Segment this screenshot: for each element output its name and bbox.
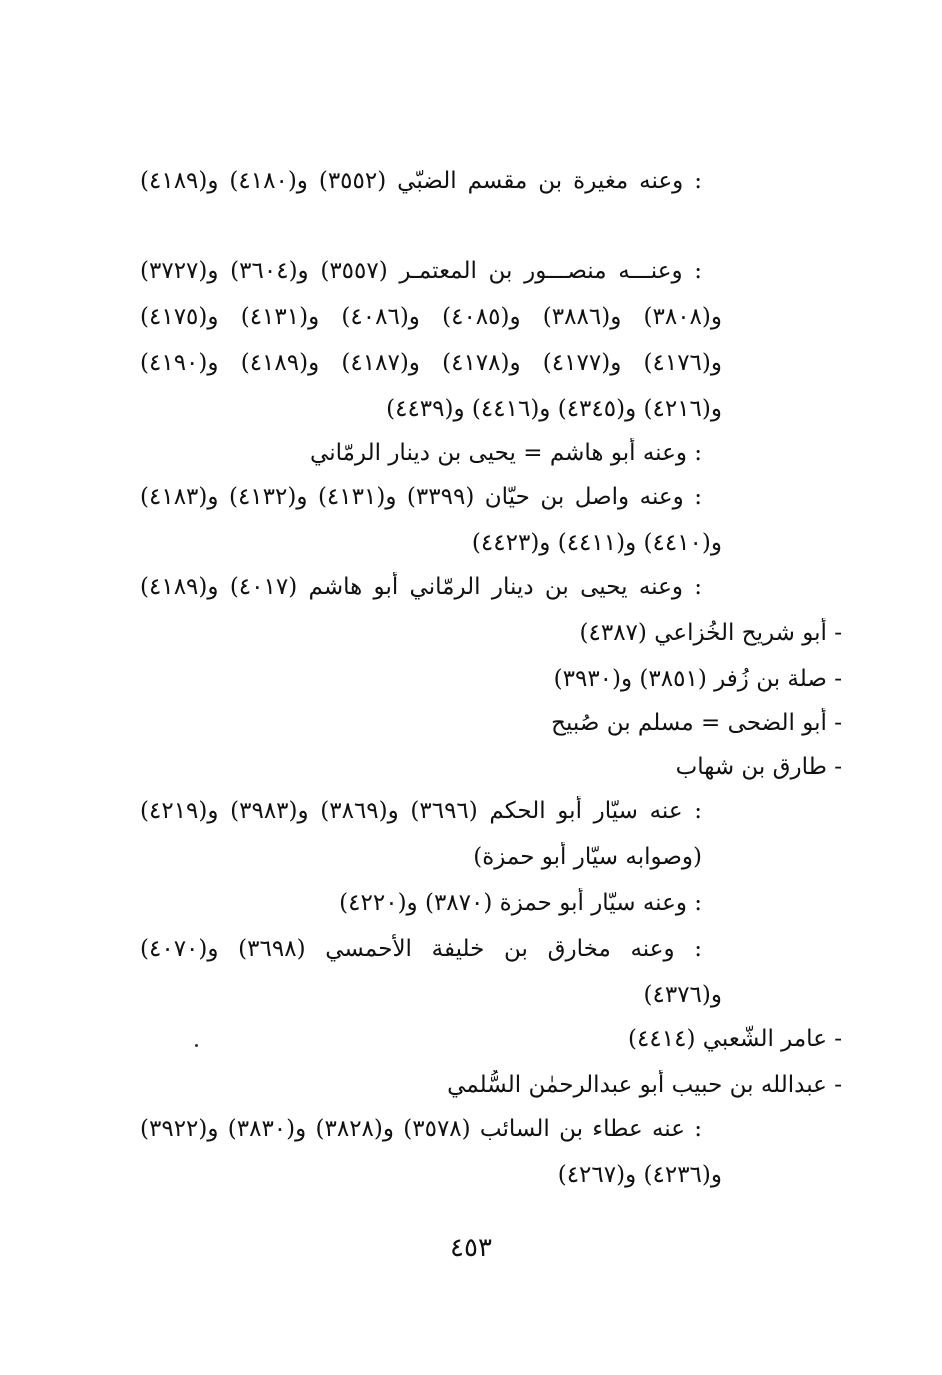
narrator-line-yahya: : وعنه يحيى بن دينار الرمّاني أبو هاشم (٤٠١٧) و(٤١٨٩) <box>140 574 702 600</box>
narrator-line-wasil: : وعنه واصل بن حيّان (٣٣٩٩) و(٤١٣١) و(٤١٣٢) و(٤١٨٣) <box>140 484 702 510</box>
entry-heading-abdullah-sulami: - عبدالله بن حبيب أبو عبدالرحمٰن السُّلمي <box>447 1072 842 1098</box>
entry-heading-tariq: - طارق بن شهاب <box>675 754 842 780</box>
entry-heading-abu-shurayh: - أبو شريح الخُزاعي (٤٣٨٧) <box>579 620 842 646</box>
entry-heading-amir-shabi: - عامر الشّعبي (٤٤١٤) <box>628 1026 842 1052</box>
correction-note: (وصوابه سيّار أبو حمزة) <box>473 844 702 870</box>
reference-continuation-line: و(٤٤١٠) و(٤٤١١) و(٤٤٢٣) <box>471 530 722 556</box>
reference-continuation-line: و(٣٨٠٨) و(٣٨٨٦) و(٤٠٨٥) و(٤٠٨٦) و(٤١٣١) و(٤١٧٥) <box>140 304 722 330</box>
narrator-line-abu-hashim: : وعنه أبو هاشم = يحيى بن دينار الرمّاني <box>310 440 702 466</box>
narrator-line-sayyar-abu-hamza: : وعنه سيّار أبو حمزة (٣٨٧٠) و(٤٢٢٠) <box>339 890 702 916</box>
entry-heading-sila: - صلة بن زُفر (٣٨٥١) و(٣٩٣٠) <box>553 666 842 692</box>
narrator-line-mansur: : وعنـــه منصـــور بن المعتمـر (٣٥٥٧) و(٣٦٠٤) و(٣٧٢٧) <box>140 258 702 284</box>
page-number: ٤٥٣ <box>450 1233 492 1263</box>
reference-continuation-line: و(٤٣٧٦) <box>643 982 722 1008</box>
reference-continuation-line: و(٤٢١٦) و(٤٣٤٥) و(٤٤١٦) و(٤٤٣٩) <box>386 396 722 422</box>
narrator-line-sayyar-abu-hakam: : عنه سيّار أبو الحكم (٣٦٩٦) و(٣٨٦٩) و(٣٩٨٣) و(٤٢١٩) <box>140 798 702 824</box>
print-speck <box>195 1044 198 1047</box>
narrator-line-ata: : عنه عطاء بن السائب (٣٥٧٨) و(٣٨٢٨) و(٣٨٣٠) و(٣٩٢٢) <box>140 1116 702 1142</box>
narrator-line-mukhariq: : وعنه مخارق بن خليفة الأحمسي (٣٦٩٨) و(٤٠٧٠) <box>140 936 702 962</box>
narrator-line-mughira: : وعنه مغيرة بن مقسم الضبّي (٣٥٥٢) و(٤١٨٠) و(٤١٨٩) <box>140 168 702 194</box>
entry-heading-abu-duha: - أبو الضحى = مسلم بن صُبيح <box>551 710 842 736</box>
reference-continuation-line: و(٤٢٣٦) و(٤٢٦٧) <box>557 1162 722 1188</box>
reference-continuation-line: و(٤١٧٦) و(٤١٧٧) و(٤١٧٨) و(٤١٨٧) و(٤١٨٩) و(٤١٩٠) <box>140 350 722 376</box>
